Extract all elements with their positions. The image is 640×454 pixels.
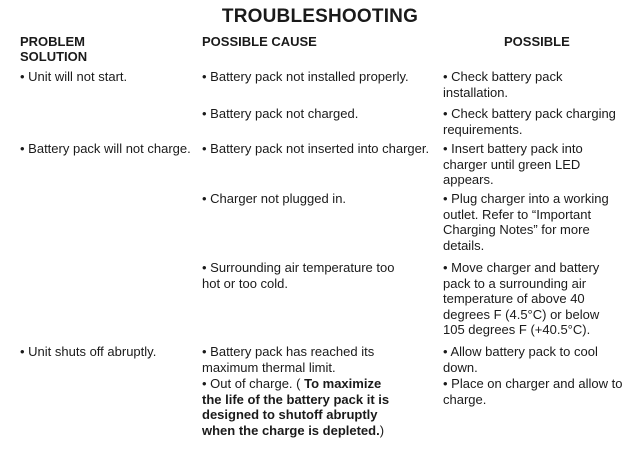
solution-move-charger: • Move charger and battery pack to a surrounding air temperature of above 40 degrees F (4.5°C) or below 105 degrees F (+40.5°C). [443,260,600,338]
problem-shuts-off: • Unit shuts off abruptly. [20,344,157,359]
cause-not-charged: • Battery pack not charged. [202,106,359,121]
cause-charger-unplugged: • Charger not plugged in. [202,191,347,206]
header-possible-cause: POSSIBLE CAUSE [202,34,317,49]
problem-unit-will-not-start: • Unit will not start. [20,69,128,84]
cause-out-of-charge-note: To maximize the life of the battery pack it is designed to shutoff abruptly when the charge is depleted. [202,376,390,438]
solution-allow-cool: • Allow battery pack to cool down. [443,344,598,375]
solution-check-charging: • Check battery pack charging requirements. [443,106,616,137]
page-title: TROUBLESHOOTING [221,6,419,27]
solution-place-on-charger: • Place on charger and allow to charge. [443,376,623,407]
header-solution: SOLUTION [20,49,88,64]
cause-out-of-charge [202,376,402,438]
cause-thermal-limit: • Battery pack has reached its maximum thermal limit. [202,344,375,375]
problem-will-not-charge: • Battery pack will not charge. [20,141,191,156]
cause-air-temperature: • Surrounding air temperature too hot or too cold. [202,260,395,291]
cause-not-installed: • Battery pack not installed properly. [202,69,409,84]
solution-check-installation: • Check battery pack installation. [443,69,563,100]
cause-not-inserted: • Battery pack not inserted into charger. [202,141,430,156]
solution-plug-charger: • Plug charger into a working outlet. Refer to “Important Charging Notes” for more details. [443,191,609,253]
header-problem-solution [20,34,180,64]
header-possible: POSSIBLE [504,34,570,49]
header-problem: PROBLEM [20,34,85,49]
cause-out-of-charge-prefix: • Out of charge. ( [202,376,305,391]
solution-insert-pack: • Insert battery pack into charger until green LED appears. [443,141,583,188]
cause-out-of-charge-suffix: ) [379,422,385,438]
